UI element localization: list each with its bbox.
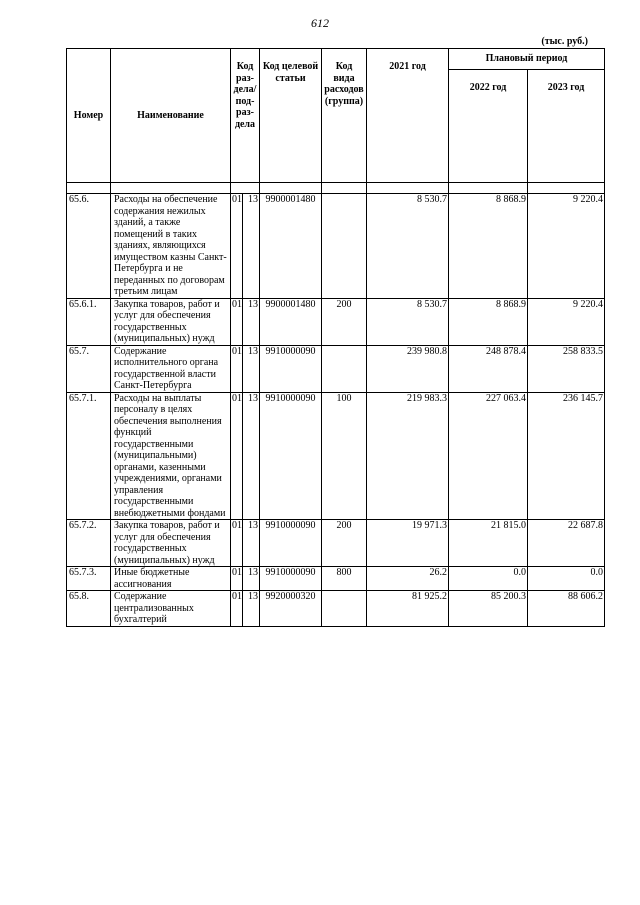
- row-target-code: 9910000090: [260, 345, 322, 392]
- row-amount-2023: 88 606.2: [528, 591, 605, 627]
- header-plan-period: Плановый период: [449, 49, 605, 70]
- table-row: [67, 298, 605, 345]
- table-row: [67, 591, 605, 627]
- header-year-2021: 2021 год: [367, 49, 449, 183]
- row-section: 01: [231, 345, 243, 392]
- row-amount-2022: 227 063.4: [449, 392, 528, 520]
- header-name: Наименование: [111, 49, 231, 183]
- header-year-2022: 2022 год: [449, 70, 528, 183]
- header-number: Номер: [67, 49, 111, 183]
- table-row: [67, 345, 605, 392]
- units-label: (тыс. руб.): [541, 36, 588, 47]
- row-number: 65.6.: [67, 194, 111, 299]
- table-body: [67, 194, 605, 627]
- row-number: 65.7.: [67, 345, 111, 392]
- row-section: 01: [231, 591, 243, 627]
- header-expense-type-code: Код вида расходов (группа): [322, 49, 367, 183]
- row-amount-2022: 0.0: [449, 567, 528, 591]
- row-subsection: 13: [243, 520, 260, 567]
- row-amount-2022: 21 815.0: [449, 520, 528, 567]
- header-year-2023: 2023 год: [528, 70, 605, 183]
- header-section-code: Код раз- дела/ под- раз- дела: [231, 49, 260, 183]
- row-expense-type: [322, 194, 367, 299]
- row-number: 65.7.3.: [67, 567, 111, 591]
- row-amount-2022: 85 200.3: [449, 591, 528, 627]
- header-target-code: Код целевой статьи: [260, 49, 322, 183]
- row-amount-2021: 8 530.7: [367, 298, 449, 345]
- row-amount-2022: 8 868.9: [449, 194, 528, 299]
- row-number: 65.7.1.: [67, 392, 111, 520]
- row-section: 01: [231, 567, 243, 591]
- row-subsection: 13: [243, 345, 260, 392]
- table-row: [67, 392, 605, 520]
- row-name: Расходы на выплаты персоналу в целях обеспечения выполнения функций государственными (муниципальными) органами, казенными учреждениями, органами управления государственными внебюджетными фондами: [111, 392, 231, 520]
- row-amount-2022: 8 868.9: [449, 298, 528, 345]
- row-number: 65.7.2.: [67, 520, 111, 567]
- row-number: 65.8.: [67, 591, 111, 627]
- row-target-code: 9900001480: [260, 194, 322, 299]
- row-expense-type: [322, 345, 367, 392]
- row-number: 65.6.1.: [67, 298, 111, 345]
- budget-table: [66, 48, 605, 627]
- row-expense-type: 100: [322, 392, 367, 520]
- row-expense-type: [322, 591, 367, 627]
- row-amount-2023: 258 833.5: [528, 345, 605, 392]
- row-amount-2021: 81 925.2: [367, 591, 449, 627]
- row-target-code: 9900001480: [260, 298, 322, 345]
- row-subsection: 13: [243, 567, 260, 591]
- row-subsection: 13: [243, 194, 260, 299]
- row-target-code: 9910000090: [260, 567, 322, 591]
- row-section: 01: [231, 194, 243, 299]
- row-amount-2023: 9 220.4: [528, 298, 605, 345]
- row-amount-2023: 9 220.4: [528, 194, 605, 299]
- row-amount-2021: 219 983.3: [367, 392, 449, 520]
- row-name: Содержание исполнительного органа государственной власти Санкт-Петербурга: [111, 345, 231, 392]
- row-amount-2023: 236 145.7: [528, 392, 605, 520]
- row-subsection: 13: [243, 392, 260, 520]
- row-amount-2022: 248 878.4: [449, 345, 528, 392]
- row-section: 01: [231, 298, 243, 345]
- row-name: Содержание централизованных бухгалтерий: [111, 591, 231, 627]
- row-amount-2021: 26.2: [367, 567, 449, 591]
- row-amount-2021: 8 530.7: [367, 194, 449, 299]
- row-target-code: 9910000090: [260, 520, 322, 567]
- row-expense-type: 200: [322, 520, 367, 567]
- row-expense-type: 200: [322, 298, 367, 345]
- row-subsection: 13: [243, 298, 260, 345]
- table-row: [67, 520, 605, 567]
- row-section: 01: [231, 392, 243, 520]
- row-target-code: 9910000090: [260, 392, 322, 520]
- row-name: Закупка товаров, работ и услуг для обеспечения государственных (муниципальных) нужд: [111, 520, 231, 567]
- table-row: [67, 194, 605, 299]
- row-section: 01: [231, 520, 243, 567]
- row-subsection: 13: [243, 591, 260, 627]
- row-amount-2021: 239 980.8: [367, 345, 449, 392]
- row-amount-2023: 22 687.8: [528, 520, 605, 567]
- row-target-code: 9920000320: [260, 591, 322, 627]
- row-expense-type: 800: [322, 567, 367, 591]
- table-row: [67, 567, 605, 591]
- row-name: Расходы на обеспечение содержания нежилых зданий, а также помещений в таких зданиях, являющихся имуществом казны Санкт-Петербурга и не переданных по договорам третьим лицам: [111, 194, 231, 299]
- row-name: Закупка товаров, работ и услуг для обеспечения государственных (муниципальных) нужд: [111, 298, 231, 345]
- row-amount-2023: 0.0: [528, 567, 605, 591]
- row-amount-2021: 19 971.3: [367, 520, 449, 567]
- page-number: 612: [311, 16, 329, 30]
- row-name: Иные бюджетные ассигнования: [111, 567, 231, 591]
